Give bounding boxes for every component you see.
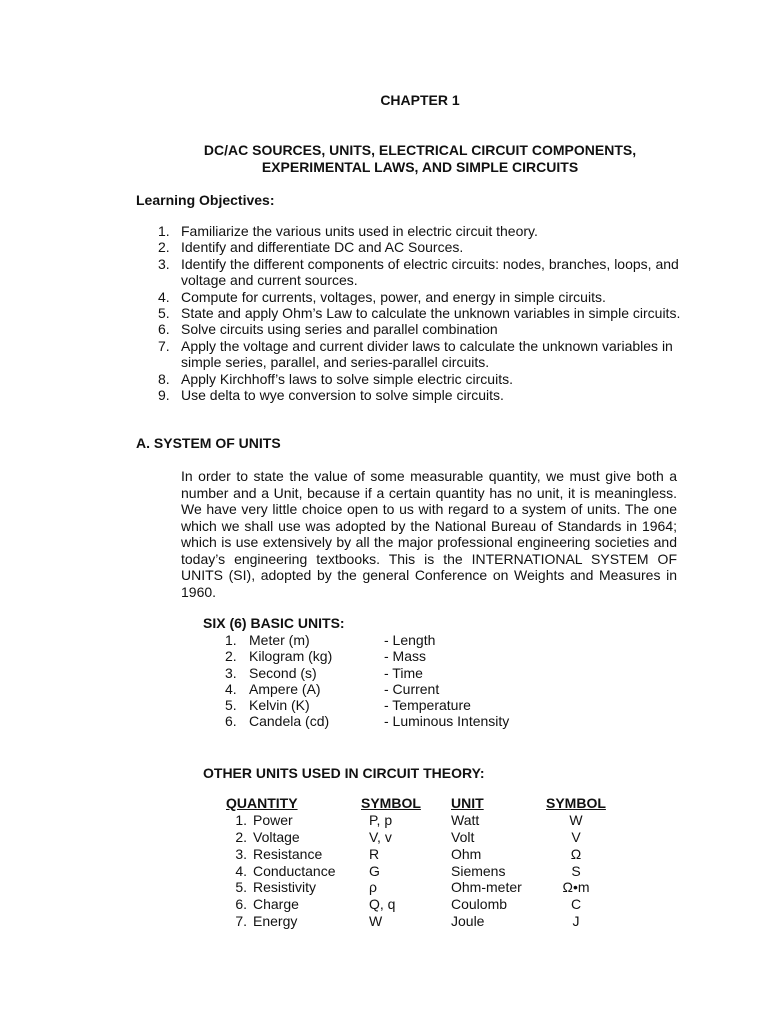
row-unit-symbol: Ω [570, 845, 582, 862]
other-units-heading: OTHER UNITS USED IN CIRCUIT THEORY: [203, 765, 485, 781]
basic-unit-item [225, 632, 509, 648]
objective-text: Use delta to wye conversion to solve simple circuits. [181, 387, 504, 404]
objective-number: 2. [158, 239, 170, 256]
objective-number: 4. [158, 288, 170, 305]
row-quantity: Resistivity [253, 879, 317, 896]
section-a-heading: A. SYSTEM OF UNITS [136, 435, 281, 451]
row-number: 7. [235, 913, 247, 930]
objective-item [158, 256, 681, 289]
objective-text: Familiarize the various units used in electric circuit theory. [181, 223, 538, 239]
basic-unit-item [225, 681, 509, 697]
row-unit: Coulomb [451, 896, 508, 913]
row-quantity: Charge [253, 896, 299, 913]
row-unit-symbol: W [569, 811, 583, 828]
table-row [226, 896, 606, 913]
row-unit-symbol: J [572, 913, 580, 930]
row-unit: Ohm [451, 845, 482, 862]
basic-units-list [225, 632, 509, 730]
row-unit-symbol: S [571, 862, 581, 879]
objectives-list [158, 223, 681, 403]
objective-text: Apply Kirchhoff’s laws to solve simple electric circuits. [181, 370, 513, 387]
objective-number: 8. [158, 370, 170, 387]
row-unit: Siemens [451, 862, 506, 879]
basic-unit-item [225, 648, 509, 664]
section-a-paragraph: In order to state the value of some measurable quantity, we must give both a number and a Unit, because if a certain quantity has no unit, it is meaningless. We have very little choice open to us with regard to a system of units. The one which we shall use was adopted by the National Bureau of Standards in 1964; which is use extensively by all the major professional engineering societies and today’s engineering textbooks. This is the INTERNATIONAL SYSTEM OF UNITS (SI), adopted by the general Conference on Weights and Measures in 1960. [181, 468, 677, 600]
objective-item [158, 371, 681, 387]
basic-unit-number: 5. [225, 697, 237, 714]
objective-text: Identify the different components of electric circuits: nodes, branches, loops, and voltage and current sources. [181, 255, 679, 289]
basic-unit-desc: - Temperature [384, 697, 471, 714]
row-symbol: P, p [369, 811, 393, 828]
basic-unit-name: Ampere (A) [249, 680, 321, 697]
row-symbol: ρ [369, 879, 377, 896]
basic-unit-number: 3. [225, 664, 237, 681]
basic-unit-item [225, 665, 509, 681]
objective-text: Solve circuits using series and parallel combination [181, 321, 498, 338]
row-unit-symbol: V [571, 828, 581, 845]
objective-text: Apply the voltage and current divider laws to calculate the unknown variables in simple series, parallel, and series-parallel circuits. [181, 337, 673, 371]
basic-unit-number: 6. [225, 713, 237, 730]
objective-item [158, 289, 681, 305]
basic-unit-name: Second (s) [249, 664, 317, 681]
row-number: 2. [235, 828, 247, 845]
row-symbol: W [369, 913, 383, 930]
basic-units-heading: SIX (6) BASIC UNITS: [203, 615, 345, 631]
row-unit: Volt [451, 828, 475, 845]
column-header-unit-symbol: SYMBOL [546, 795, 606, 811]
row-unit: Joule [451, 913, 485, 930]
basic-unit-item [225, 713, 509, 729]
objective-number: 7. [158, 337, 170, 354]
row-symbol: V, v [369, 828, 392, 845]
row-quantity: Energy [253, 913, 298, 930]
basic-unit-name: Kilogram (kg) [249, 648, 333, 665]
table-row [226, 879, 606, 896]
units-table [226, 795, 606, 930]
basic-unit-desc: - Length [384, 632, 436, 648]
objective-item [158, 387, 681, 403]
chapter-subtitle-line2: EXPERIMENTAL LAWS, AND SIMPLE CIRCUITS [261, 159, 579, 175]
table-row [226, 846, 606, 863]
row-unit: Watt [451, 811, 480, 828]
objective-number: 6. [158, 321, 170, 338]
column-header-quantity: QUANTITY [226, 795, 298, 811]
row-symbol: Q, q [369, 896, 396, 913]
basic-unit-number: 4. [225, 680, 237, 697]
column-header-unit: UNIT [451, 795, 484, 811]
chapter-subtitle-line1: DC/AC SOURCES, UNITS, ELECTRICAL CIRCUIT COMPONENTS, [203, 142, 637, 158]
column-header-symbol: SYMBOL [361, 795, 421, 811]
row-unit-symbol: Ω•m [562, 879, 590, 896]
row-unit-symbol: C [570, 896, 582, 913]
basic-unit-desc: - Luminous Intensity [384, 713, 510, 730]
table-row [226, 863, 606, 880]
basic-unit-name: Meter (m) [249, 632, 310, 648]
objective-text: Compute for currents, voltages, power, and energy in simple circuits. [181, 288, 606, 305]
row-symbol: G [369, 862, 380, 879]
objective-text: Identify and differentiate DC and AC Sources. [181, 239, 464, 256]
basic-unit-desc: - Time [384, 664, 423, 681]
row-symbol: R [369, 845, 380, 862]
table-row [226, 812, 606, 829]
row-quantity: Resistance [253, 845, 323, 862]
objective-item [158, 223, 681, 239]
table-header-row [226, 795, 606, 812]
objective-number: 1. [158, 223, 170, 239]
row-number: 3. [235, 845, 247, 862]
basic-unit-item [225, 697, 509, 713]
basic-unit-name: Kelvin (K) [249, 697, 310, 714]
basic-unit-number: 2. [225, 648, 237, 665]
row-number: 5. [235, 879, 247, 896]
row-quantity: Conductance [253, 862, 336, 879]
table-row [226, 913, 606, 930]
basic-unit-desc: - Current [384, 680, 440, 697]
objective-number: 3. [158, 255, 170, 272]
objective-number: 5. [158, 305, 170, 322]
basic-unit-number: 1. [225, 632, 237, 648]
row-number: 4. [235, 862, 247, 879]
basic-unit-name: Candela (cd) [249, 713, 330, 730]
row-quantity: Voltage [253, 828, 300, 845]
row-number: 6. [235, 896, 247, 913]
objective-text: State and apply Ohm’s Law to calculate the unknown variables in simple circuits. [181, 305, 681, 322]
objective-number: 9. [158, 387, 170, 404]
basic-unit-desc: - Mass [384, 648, 426, 665]
objective-item [158, 321, 681, 337]
objective-item [158, 305, 681, 321]
row-quantity: Power [253, 811, 293, 828]
row-number: 1. [235, 811, 247, 828]
objective-item [158, 239, 681, 255]
chapter-title: CHAPTER 1 [380, 92, 460, 108]
table-row [226, 829, 606, 846]
row-unit: Ohm-meter [451, 879, 522, 896]
objective-item [158, 338, 681, 371]
learning-objectives-heading: Learning Objectives: [136, 192, 275, 208]
